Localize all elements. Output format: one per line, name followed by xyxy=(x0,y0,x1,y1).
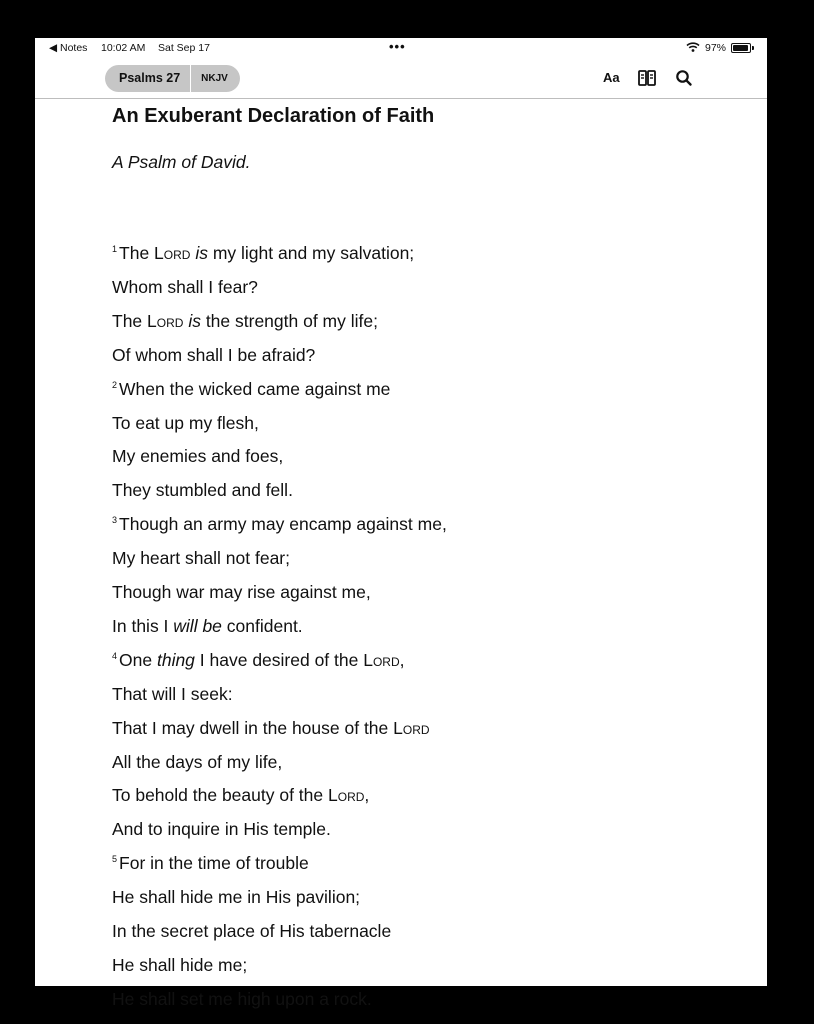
verse-number: 5 xyxy=(112,854,118,865)
verse-line xyxy=(112,446,283,467)
italic-word: is xyxy=(195,243,208,263)
verse-line xyxy=(112,616,303,637)
battery-icon xyxy=(731,43,751,53)
verse-line xyxy=(112,853,309,874)
verse-line xyxy=(112,379,390,400)
verse-line xyxy=(112,480,293,501)
multitasking-dots-icon[interactable]: ••• xyxy=(389,39,406,54)
ipad-screen xyxy=(35,38,767,1009)
verse-text: He shall set me high upon a rock. xyxy=(112,988,372,1009)
version-button[interactable]: NKJV xyxy=(201,73,228,84)
book-chapter-button[interactable]: Psalms 27 xyxy=(105,65,191,92)
verse-text: Of whom shall I be afraid? xyxy=(112,344,316,365)
verse-text: In the secret place of His tabernacle xyxy=(112,921,392,941)
verse-text: My heart shall not fear; xyxy=(112,548,290,569)
verse-line xyxy=(112,277,258,298)
reader-toolbar xyxy=(35,58,767,99)
library-books-icon[interactable] xyxy=(637,68,657,88)
verse-text: my light and my salvation; xyxy=(207,243,415,263)
font-settings-button[interactable]: Aa xyxy=(603,70,620,85)
verse-text: To behold the beauty of the xyxy=(112,785,328,806)
verse-text: All the days of my life, xyxy=(112,751,283,772)
divine-name: Lord xyxy=(154,243,191,263)
verse-text: Though an army may encamp against me, xyxy=(119,514,447,535)
passage-selector xyxy=(105,65,240,92)
verse-line xyxy=(112,921,391,942)
verse-line xyxy=(112,345,315,366)
status-time: 10:02 AM xyxy=(101,42,146,54)
verse-text: He shall hide me in His pavilion; xyxy=(112,887,361,908)
divine-name: Lord xyxy=(328,785,365,806)
verse-text: The xyxy=(119,243,155,263)
verse-text: He shall hide me; xyxy=(112,954,248,975)
verse-text: , xyxy=(364,785,370,806)
verse-text: When the wicked came against me xyxy=(119,378,391,399)
section-heading: An Exuberant Declaration of Faith xyxy=(112,105,435,127)
verse-number: 2 xyxy=(112,379,118,390)
verse-line xyxy=(112,752,282,773)
verse-text: Whom shall I fear? xyxy=(112,276,258,297)
verse-text: And to inquire in His temple. xyxy=(112,819,331,840)
verse-text: I have desired of the xyxy=(194,649,364,670)
verse-line xyxy=(112,548,290,569)
search-icon[interactable] xyxy=(675,68,693,88)
verse-text: In this I xyxy=(112,615,174,636)
verse-line xyxy=(112,243,414,264)
verse-line xyxy=(112,887,360,908)
verse-text: That I may dwell in the house of the xyxy=(112,717,394,738)
battery-percent: 97% xyxy=(705,42,727,54)
italic-word: will be xyxy=(173,615,222,636)
verse-number: 4 xyxy=(112,650,118,661)
verse-text: One xyxy=(119,649,157,670)
verse-text: Though war may rise against me, xyxy=(112,582,371,602)
verse-text: The xyxy=(112,310,148,331)
verse-line xyxy=(112,684,233,705)
italic-word: thing xyxy=(156,649,195,670)
verse-text: For in the time of trouble xyxy=(119,853,309,874)
verse-text: They stumbled and fell. xyxy=(112,480,293,501)
wifi-icon xyxy=(686,42,700,55)
verse-text: My enemies and foes, xyxy=(112,446,284,467)
verse-number: 3 xyxy=(112,515,118,526)
divine-name: Lord xyxy=(363,649,400,670)
verse-number: 1 xyxy=(112,244,118,255)
verse-line xyxy=(112,582,371,603)
back-to-notes-link[interactable]: ◀ Notes xyxy=(49,42,88,54)
psalm-superscription: A Psalm of David. xyxy=(112,152,251,172)
verse-line xyxy=(112,311,378,332)
verse-text: To eat up my flesh, xyxy=(112,412,259,433)
verse-line xyxy=(112,989,372,1010)
verse-line xyxy=(112,514,447,535)
status-bar xyxy=(35,38,767,58)
verse-text: the strength of my life; xyxy=(200,310,378,331)
italic-word: is xyxy=(188,310,201,331)
verse-line xyxy=(112,413,259,434)
verse-line xyxy=(112,785,369,806)
divine-name: Lord xyxy=(147,310,184,331)
divine-name: Lord xyxy=(393,717,430,738)
verse-text: That will I seek: xyxy=(112,683,233,704)
verse-text: confident. xyxy=(221,615,303,636)
verse-line xyxy=(112,650,405,671)
verse-line xyxy=(112,819,331,840)
status-date: Sat Sep 17 xyxy=(158,42,210,54)
verse-text: , xyxy=(399,649,405,670)
verse-line xyxy=(112,955,247,976)
verse-line xyxy=(112,718,430,739)
